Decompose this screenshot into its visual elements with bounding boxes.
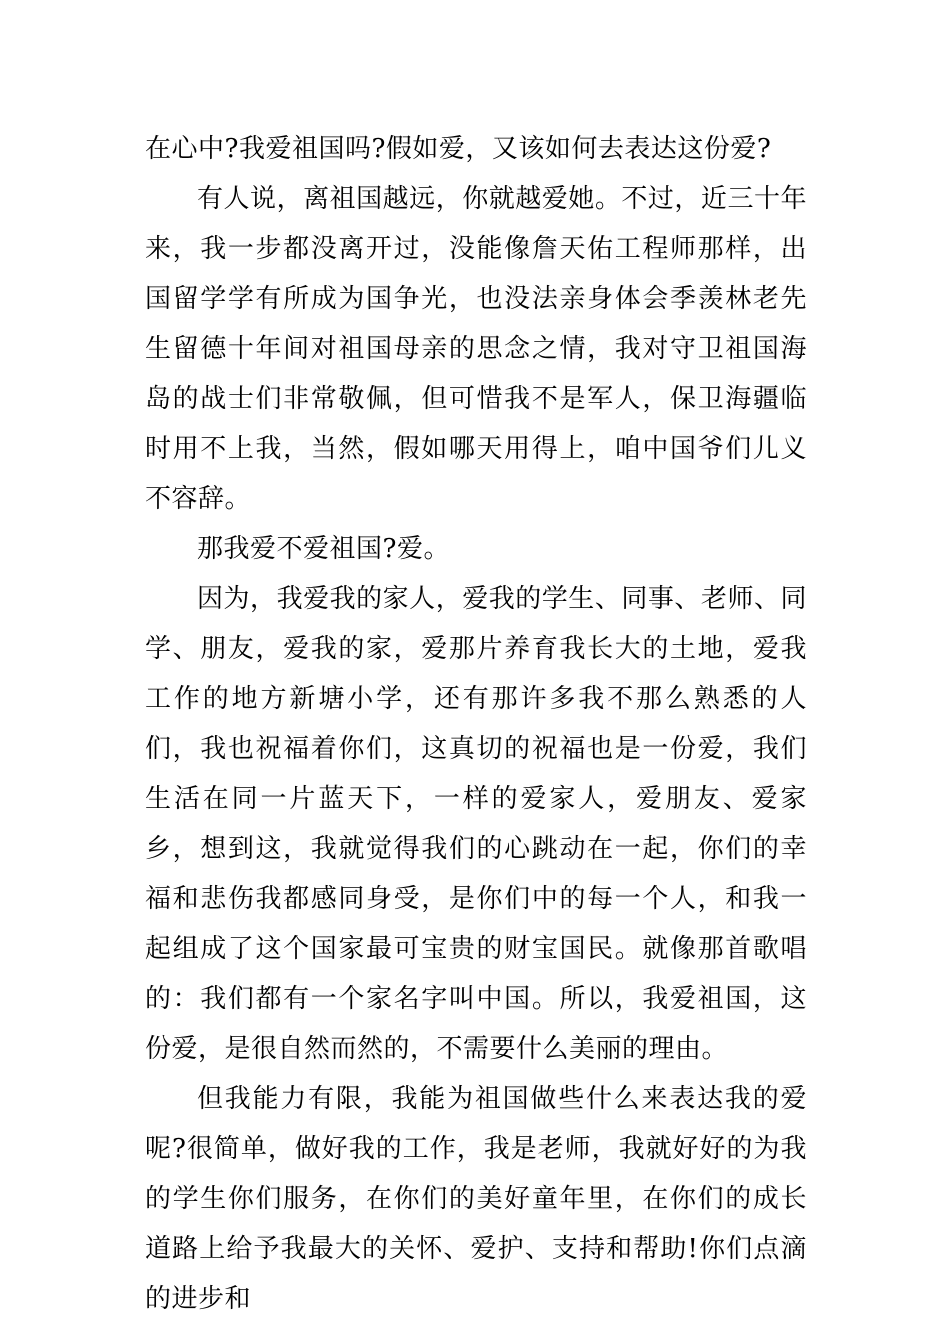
body-text bbox=[145, 124, 807, 1324]
paragraph: 有人说，离祖国越远，你就越爱她。不过，近三十年来，我一步都没离开过，没能像詹天佑工程师那样，出国留学学有所成为国争光，也没法亲身体会季羡林老先生留德十年间对祖国母亲的思念之情，我对守卫祖国海岛的战士们非常敬佩，但可惜我不是军人，保卫海疆临时用不上我，当然，假如哪天用得上，咱中国爷们儿义不容辞。 bbox=[145, 184, 807, 514]
paragraph: 那我爱不爱祖国?爱。 bbox=[197, 534, 450, 564]
paragraph: 因为，我爱我的家人，爱我的学生、同事、老师、同学、朋友，爱我的家，爱那片养育我长大的土地，爱我工作的地方新塘小学，还有那许多我不那么熟悉的人们，我也祝福着你们，这真切的祝福也是一份爱，我们生活在同一片蓝天下，一样的爱家人，爱朋友、爱家乡，想到这，我就觉得我们的心跳动在一起，你们的幸福和悲伤我都感同身受，是你们中的每一个人，和我一起组成了这个国家最可宝贵的财宝国民。就像那首歌唱的：我们都有一个家名字叫中国。所以，我爱祖国，这份爱，是很自然而然的，不需要什么美丽的理由。 bbox=[145, 584, 807, 1064]
paragraph: 但我能力有限，我能为祖国做些什么来表达我的爱呢?很简单，做好我的工作，我是老师，我就好好的为我的学生你们服务，在你们的美好童年里，在你们的成长道路上给予我最大的关怀、爱护、支持和帮助!你们点滴的进步和 bbox=[145, 1084, 807, 1314]
paragraph: 在心中?我爱祖国吗?假如爱，又该如何去表达这份爱? bbox=[145, 134, 772, 164]
